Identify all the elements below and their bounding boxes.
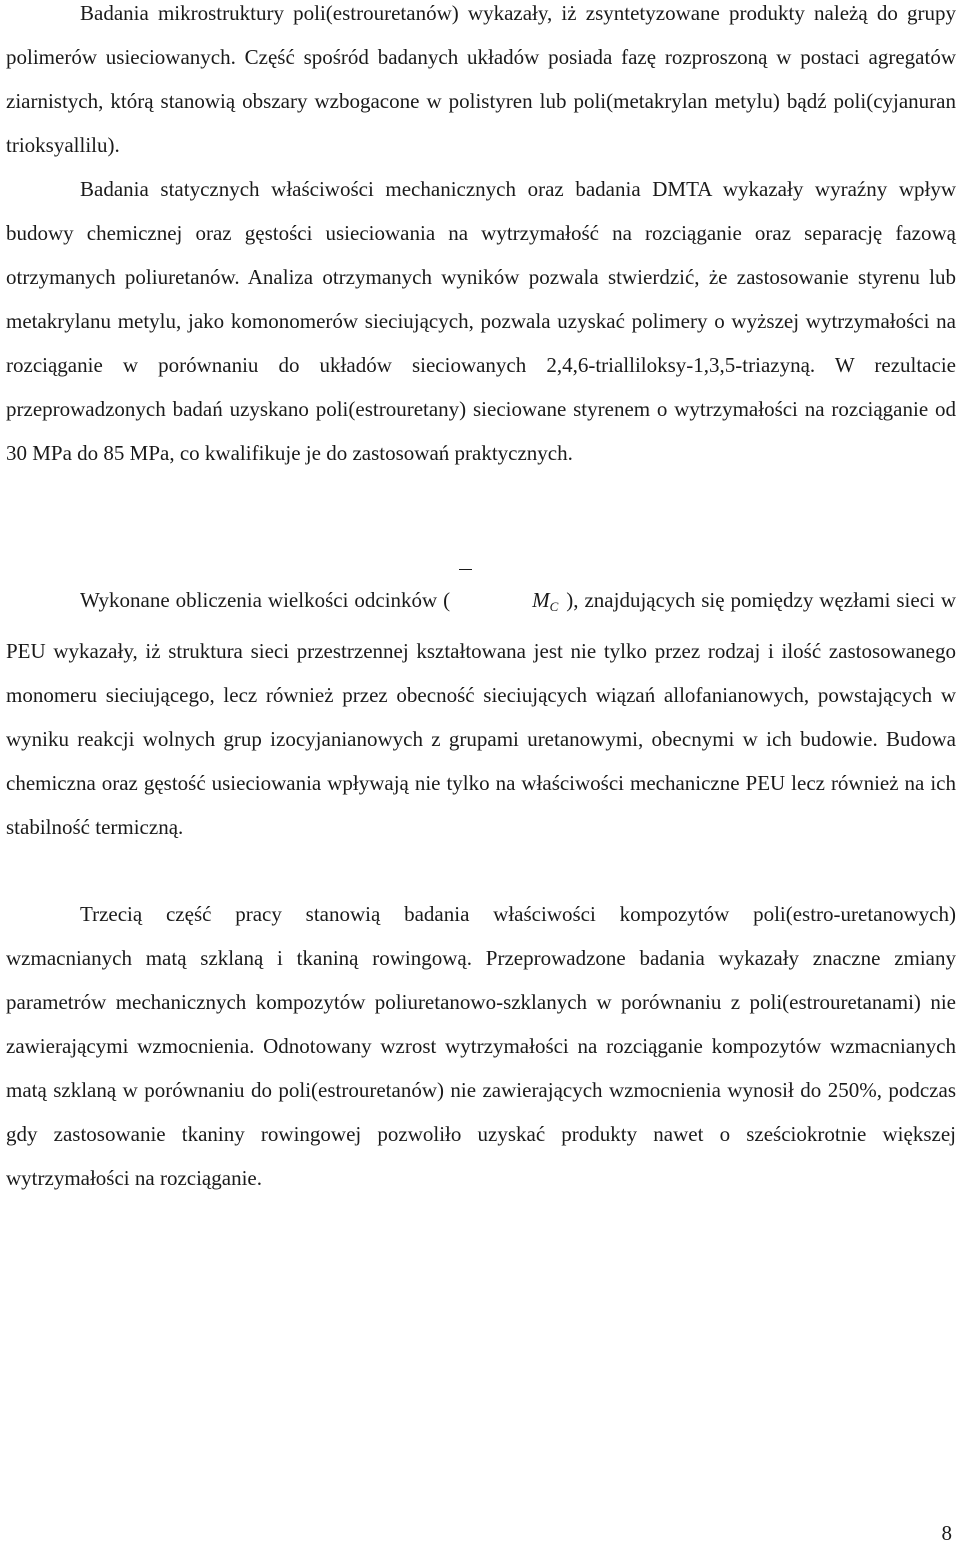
paragraph-network-segments-intro: Wykonane obliczenia wielkości odcinków ( (80, 588, 451, 612)
page-number: 8 (941, 1521, 952, 1545)
paragraph-network-segments (6, 578, 956, 849)
paragraph-microstructure: Badania mikrostruktury poli(estrouretanów) wykazały, iż zsyntetyzowane produkty należą do grupy polimerów usieciowanych. Część spośród badanych układów posiada fazę rozproszoną w postaci agregatów ziarnistych, którą stanowią obszary wzbogacone w polistyren lub poli(metakrylan metylu) bądź poli(cyjanuran trioksyallilu). (6, 1, 956, 157)
mc-symbol (456, 578, 560, 629)
mc-symbol-subscript: C (549, 599, 559, 614)
paragraph-mechanical-properties: Badania statycznych właściwości mechanicznych oraz badania DMTA wykazały wyraźny wpływ budowy chemicznej oraz gęstości usieciowania na wytrzymałość na rozciąganie oraz separację fazową otrzymanych poliuretanów. Analiza otrzymanych wyników pozwala stwierdzić, że zastosowanie styrenu lub metakrylanu metylu, jako komonomerów sieciujących, pozwala uzyskać polimery o wyższej wytrzymałości na rozciąganie w porównaniu do układów sieciowanych 2,4,6-trialliloksy-1,3,5-triazyną. W rezultacie przeprowadzonych badań uzyskano poli(estrouretany) sieciowane styrenem o wytrzymałości na rozciąganie od 30 MPa do 85 MPa, co kwalifikuje je do zastosowań praktycznych. (6, 177, 956, 465)
paragraph-network-segments-body: ), znajdujących się pomiędzy węzłami sieci w PEU wykazały, iż struktura sieci przestrzennej kształtowana jest nie tylko przez rodzaj i ilość zastosowanego monomeru sieciującego, lecz również przez obecność sieciujących wiązań allofanianowych, powstających w wyniku reakcji wolnych grup izocyjanianowych z grupami uretanowymi, obecnymi w ich budowie. Budowa chemiczna oraz gęstość usieciowania wpływają nie tylko na właściwości mechaniczne PEU lecz również na ich stabilność termiczną. (6, 588, 956, 839)
mc-symbol-letter: M (532, 588, 550, 612)
overbar (459, 569, 472, 571)
paragraph-composites: Trzecią część pracy stanowią badania właściwości kompozytów poli(estro-uretanowych) wzmacnianych matą szklaną i tkaniną rowingową. Przeprowadzone badania wykazały znaczne zmiany parametrów mechanicznych kompozytów poliuretanowo-szklanych w porównaniu z poli(estrouretanami) nie zawierającymi wzmocnienia. Odnotowany wzrost wytrzymałości na rozciąganie kompozytów wzmacnianych matą szklaną w porównaniu do poli(estrouretanów) nie zawierających wzmocnienia wynosił do 250%, podczas gdy zastosowanie tkaniny rowingowej pozwoliło uzyskać produkty nawet o sześciokrotnie większej wytrzymałości na rozciąganie. (6, 902, 956, 1190)
